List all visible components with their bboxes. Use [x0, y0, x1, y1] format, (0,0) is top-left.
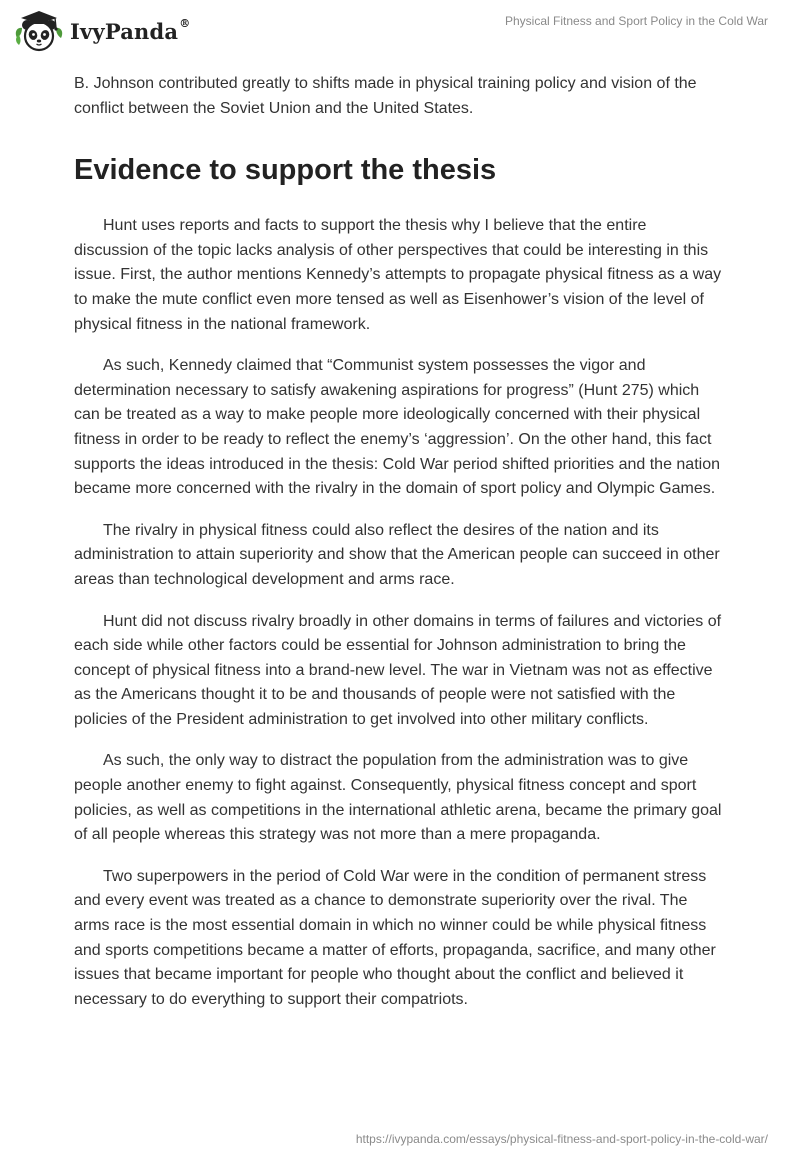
registered-mark: ® — [179, 16, 191, 30]
body-paragraph-5: As such, the only way to distract the population from the administration was to give people another enemy to fight against. Consequently, physical fitness concept and sport policies, as well as competitions in the international athletic arena, became the primary goal of all people whereas this strategy was not more than a mere propaganda. — [74, 752, 722, 844]
body-paragraph-1: Hunt uses reports and facts to support the thesis why I believe that the entire discussion of the topic lacks analysis of other perspectives that could be interesting in this issue. First, the author mentions Kennedy’s attempts to propagate physical fitness as a way to make the mute conflict even more tensed as well as Eisenhower’s vision of the level of physical fitness in the national framework. — [74, 217, 722, 333]
body-paragraph-4: Hunt did not discuss rivalry broadly in other domains in terms of failures and victories of each side while other factors could be essential for Johnson administration to bring the concept of physical fitness into a brand-new level. The war in Vietnam was not as effective as the Americans thought it to be and thousands of people were not satisfied with the policies of the President administration to get involved into other military conflicts. — [74, 612, 722, 728]
page-title: Physical Fitness and Sport Policy in the Cold War — [505, 14, 768, 28]
body-paragraph-6: Two superpowers in the period of Cold War were in the condition of permanent stress and every event was treated as a chance to demonstrate superiority over the rival. The arms race is the most essential domain in which no winner could be while physical fitness and sports competitions became a matter of efforts, propaganda, sacrifice, and many other issues that became important for people who thought about the conflict and believed it necessary to do everything to support their compatriots. — [74, 867, 716, 1008]
section-heading: Evidence to support the thesis — [74, 154, 497, 187]
page-header — [0, 0, 800, 60]
intro-paragraph: B. Johnson contributed greatly to shifts made in physical training policy and vision of the conflict between the Soviet Union and the United States. — [74, 75, 697, 117]
body-paragraph-3: The rivalry in physical fitness could also reflect the desires of the nation and its administration to attain superiority and show that the American people can succeed in other areas than technological development and arms race. — [74, 521, 720, 588]
body-paragraph-2: As such, Kennedy claimed that “Communist system possesses the vigor and determination necessary to satisfy awakening aspirations for progress” (Hunt 275) which can be treated as a way to make people more ideologically concerned with their physical fitness in order to be ready to reflect the enemy’s ‘aggression’. On the other hand, this fact supports the ideas introduced in the thesis: Cold War period shifted priorities and the nation became more concerned with the rivalry in the domain of sport policy and Olympic Games. — [74, 357, 720, 498]
ivypanda-logo[interactable] — [14, 8, 190, 54]
footer-url-link[interactable]: https://ivypanda.com/essays/physical-fitness-and-sport-policy-in-the-cold-war/ — [355, 1132, 768, 1146]
essay-content — [74, 72, 724, 1012]
logo-text: IvyPanda® — [70, 16, 191, 44]
panda-graduate-icon — [14, 8, 64, 54]
